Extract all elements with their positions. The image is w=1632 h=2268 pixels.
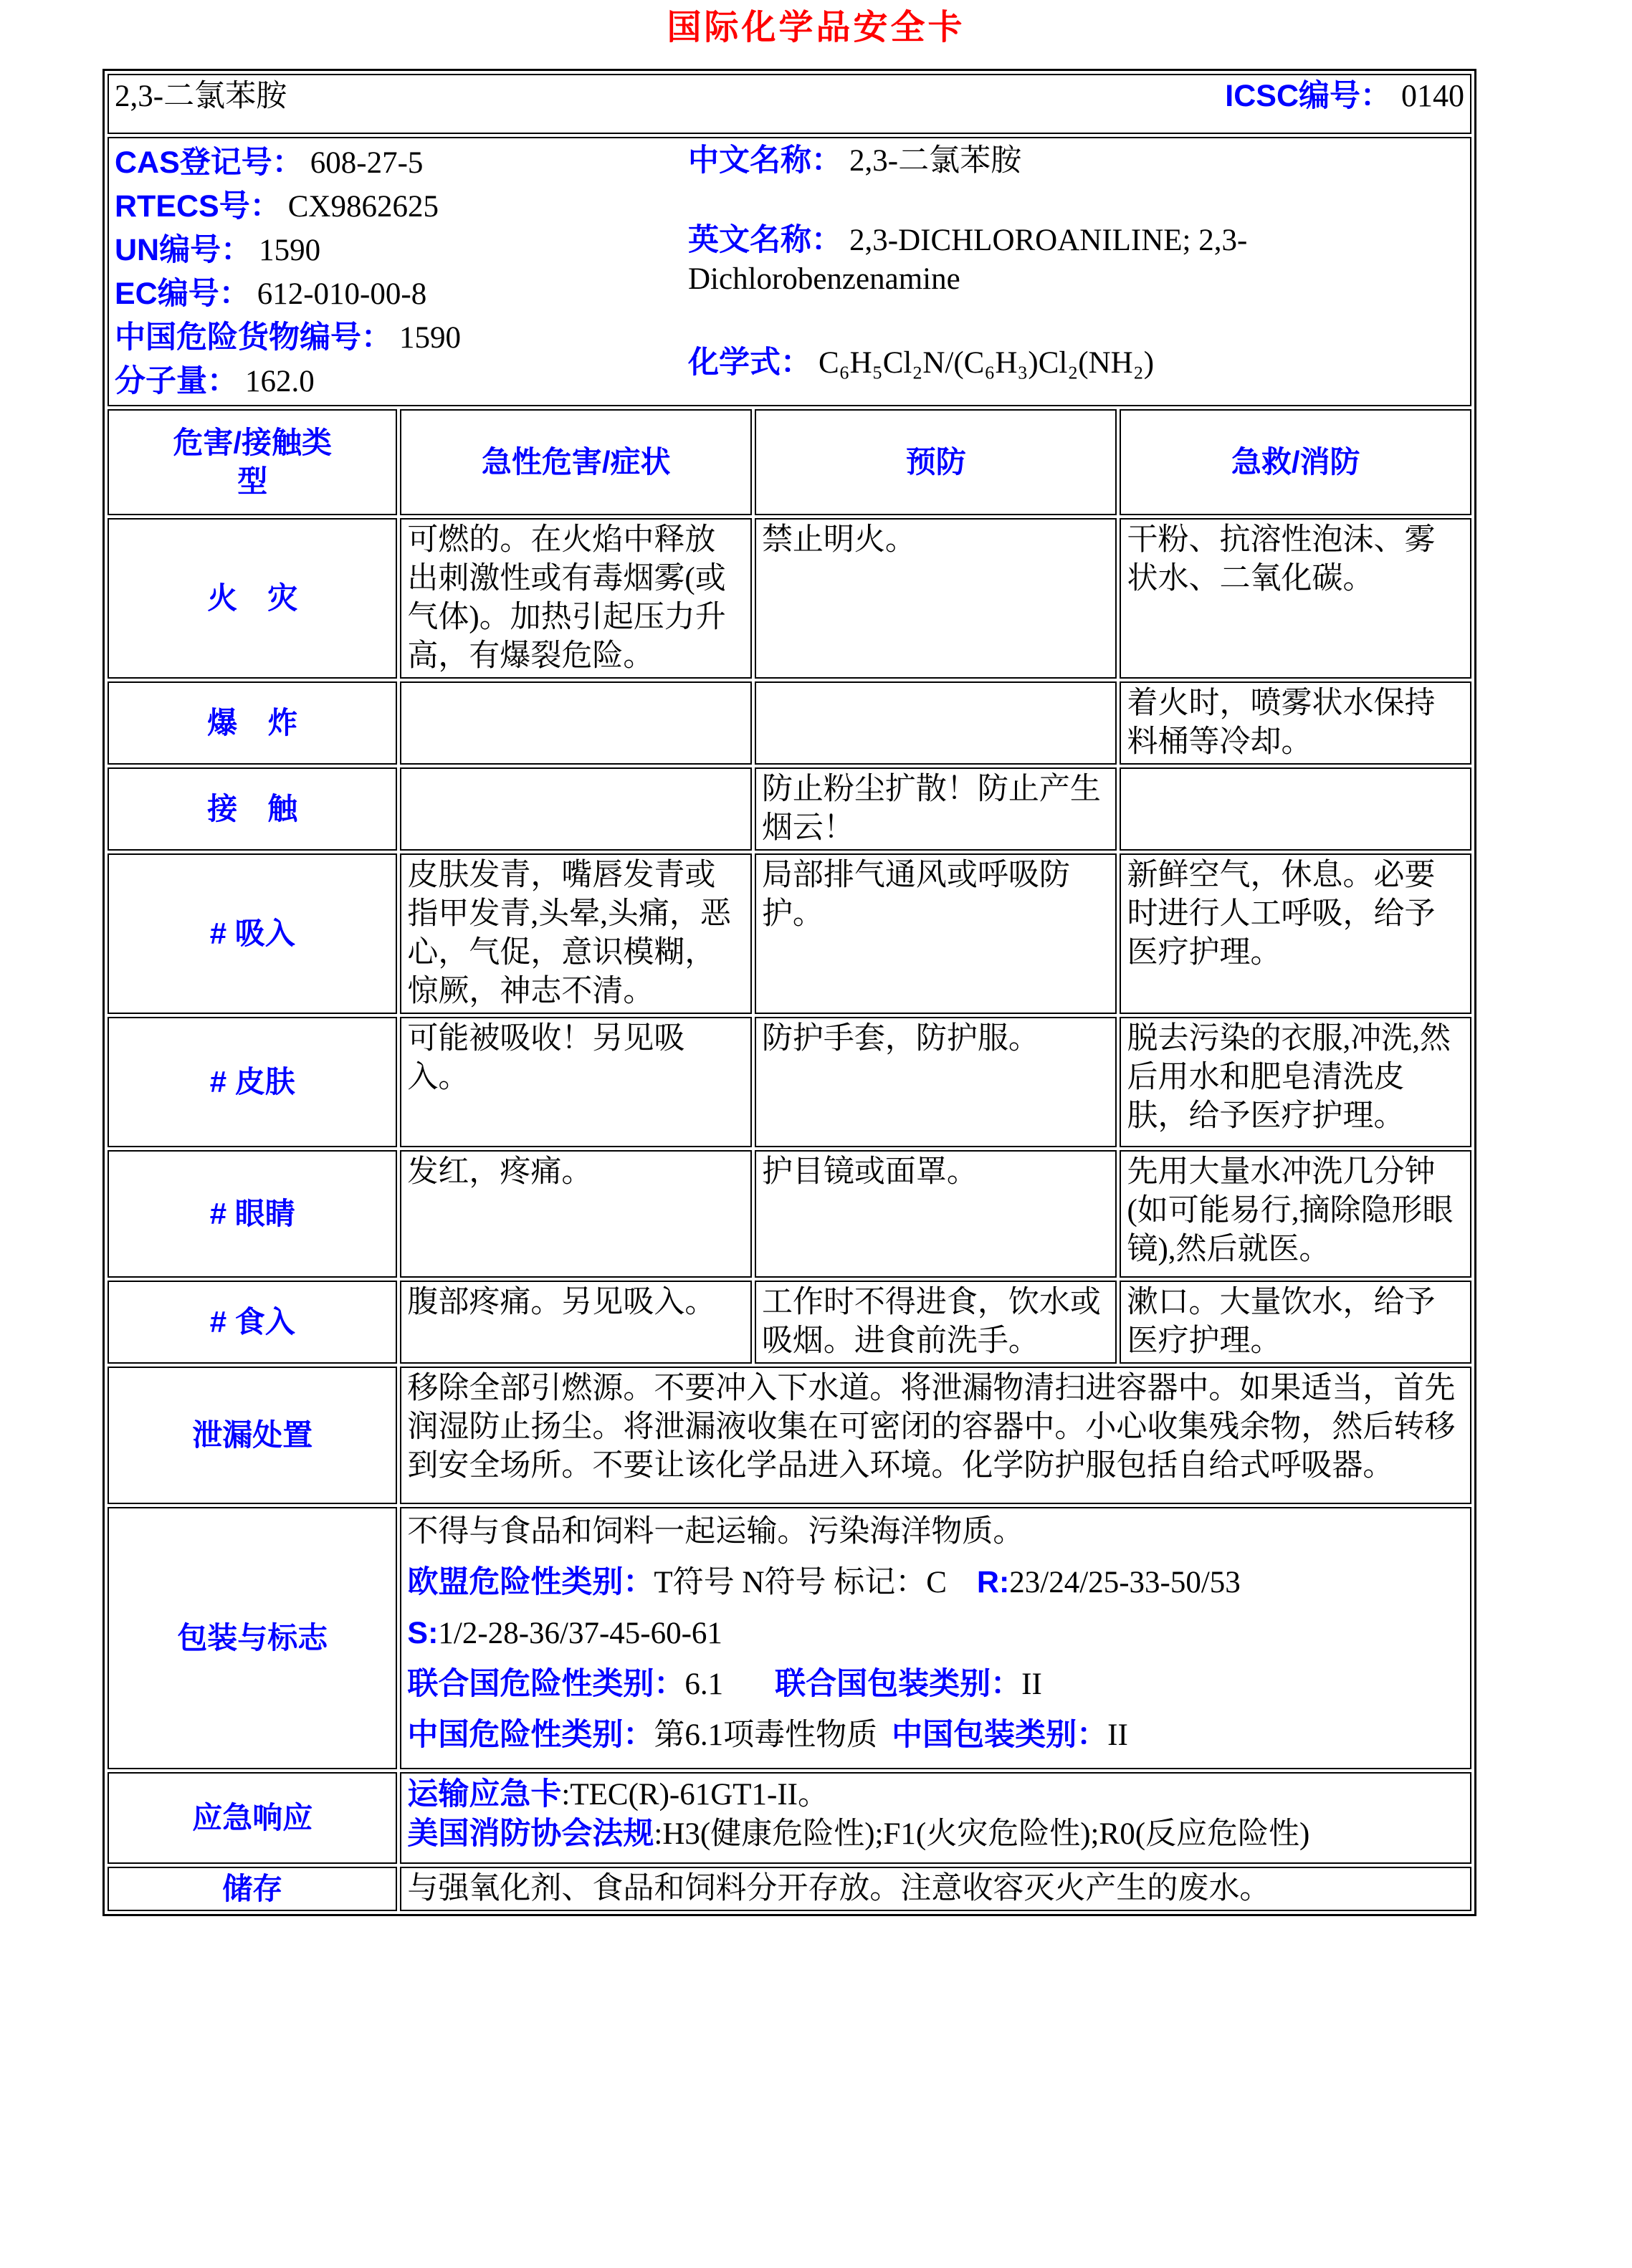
header-firstaid-firefighting: 急救/消防	[1120, 409, 1471, 515]
packaging-content	[400, 1507, 1471, 1769]
cas-label: CAS登记号：	[115, 145, 303, 180]
header-acute-symptoms: 急性危害/症状	[400, 409, 752, 515]
molecular-weight-line	[115, 360, 688, 403]
cn-hazard-class-value: 第6.1项毒性物质	[654, 1718, 878, 1752]
molecular-weight-label: 分子量：	[115, 364, 238, 398]
skin-prevention: 防护手套，防护服。	[755, 1017, 1117, 1147]
eyes-response: 先用大量水冲洗几分钟(如可能易行,摘除隐形眼镜),然后就医。	[1120, 1150, 1471, 1278]
exposure-response	[1120, 767, 1471, 851]
rtecs-number-line	[115, 185, 688, 229]
cn-hazard-class-label: 中国危险性类别：	[407, 1718, 654, 1752]
section-label-storage: 储存	[108, 1867, 397, 1911]
inhalation-response: 新鲜空气，休息。必要时进行人工呼吸，给予医疗护理。	[1120, 853, 1471, 1014]
cas-value: 608-27-5	[310, 146, 424, 180]
nfpa-code-line	[407, 1814, 1464, 1854]
un-number-line	[115, 229, 688, 272]
english-name-label: 英文名称：	[688, 223, 842, 257]
un-value: 1590	[259, 234, 321, 267]
eyes-symptoms: 发红，疼痛。	[400, 1150, 752, 1278]
hazard-type-inhalation: # 吸入	[108, 853, 397, 1014]
identity-cell	[108, 137, 1471, 406]
nfpa-code-label: 美国消防协会法规	[407, 1817, 654, 1851]
eyes-prevention: 护目镜或面罩。	[755, 1150, 1117, 1278]
header-hazard-type: 危害/接触类型	[108, 409, 397, 515]
icsc-number	[1225, 77, 1464, 116]
header-prevention: 预防	[755, 409, 1117, 515]
ec-value: 612-010-00-8	[257, 277, 427, 311]
hazard-type-explosion: 爆 炸	[108, 681, 397, 765]
skin-symptoms: 可能被吸收！另见吸入。	[400, 1017, 752, 1147]
chemical-formula-label: 化学式：	[688, 345, 811, 380]
fire-symptoms: 可燃的。在火焰中释放出刺激性或有毒烟雾(或气体)。加热引起压力升高，有爆裂危险。	[400, 518, 752, 679]
r-phrases-value: 23/24/25-33-50/53	[1009, 1566, 1241, 1599]
storage-content: 与强氧化剂、食品和饲料分开存放。注意收容灭火产生的废水。	[400, 1867, 1471, 1911]
section-label-packaging: 包装与标志	[108, 1507, 397, 1769]
ingestion-symptoms: 腹部疼痛。另见吸入。	[400, 1281, 752, 1364]
chinese-name-label: 中文名称：	[688, 143, 842, 178]
chinese-name-value: 2,3-二氯苯胺	[849, 144, 1022, 178]
rtecs-label: RTECS号：	[115, 189, 281, 224]
icsc-number-label: ICSC编号：	[1225, 79, 1391, 113]
ingestion-prevention: 工作时不得进食，饮水或吸烟。进食前洗手。	[755, 1281, 1117, 1364]
hazard-type-exposure: 接 触	[108, 767, 397, 851]
hazard-type-eyes: # 眼睛	[108, 1150, 397, 1278]
cn-class-line	[407, 1716, 1464, 1755]
skin-response: 脱去污染的衣服,冲洗,然后用水和肥皂清洗皮肤，给予医疗护理。	[1120, 1017, 1471, 1147]
un-label: UN编号：	[115, 233, 252, 267]
eu-hazard-class-line	[407, 1563, 1464, 1602]
cas-number-line	[115, 141, 688, 185]
hazard-type-fire: 火 灾	[108, 518, 397, 679]
exposure-prevention: 防止粉尘扩散！防止产生烟云！	[755, 767, 1117, 851]
hazard-type-skin: # 皮肤	[108, 1017, 397, 1147]
cn-pack-group-label: 中国包装类别：	[892, 1718, 1108, 1752]
ingestion-response: 漱口。大量饮水，给予医疗护理。	[1120, 1281, 1471, 1364]
registry-numbers	[115, 140, 688, 403]
hazard-type-ingestion: # 食入	[108, 1281, 397, 1364]
s-phrases-line	[407, 1614, 1464, 1653]
explosion-symptoms	[400, 681, 752, 765]
cn-pack-group-value: II	[1107, 1718, 1128, 1752]
un-hazard-class-label: 联合国危险性类别：	[407, 1667, 685, 1701]
eu-hazard-class-label: 欧盟危险性类别：	[407, 1565, 654, 1599]
fire-prevention: 禁止明火。	[755, 518, 1117, 679]
explosion-response: 着火时，喷雾状水保持料桶等冷却。	[1120, 681, 1471, 765]
transport-note: 不得与食品和饲料一起运输。污染海洋物质。	[407, 1515, 1024, 1549]
chemical-formula-value: C₆H₅Cl₂N/(C₆H₃)Cl₂(NH₂)	[819, 346, 1155, 380]
s-phrases-label: S:	[407, 1616, 439, 1650]
s-phrases-value: 1/2-28-36/37-45-60-61	[438, 1617, 722, 1650]
chemical-name: 2,3-二氯苯胺	[115, 80, 287, 113]
eu-hazard-class-value: T符号 N符号 标记：C	[654, 1566, 947, 1599]
english-name-line	[688, 221, 1419, 299]
tec-card-value: :TEC(R)-61GT1-II。	[561, 1778, 829, 1812]
english-name-value: 2,3-DICHLOROANILINE; 2,3-Dichlorobenzenamine	[688, 224, 1248, 296]
ec-number-line	[115, 272, 688, 316]
chinese-name-line	[688, 141, 1464, 181]
r-phrases-label: R:	[976, 1565, 1010, 1599]
page-title: 国际化学品安全卡	[667, 9, 965, 47]
un-pack-group-label: 联合国包装类别：	[775, 1667, 1022, 1701]
fire-response: 干粉、抗溶性泡沫、雾状水、二氧化碳。	[1120, 518, 1471, 679]
emergency-content	[400, 1772, 1471, 1864]
un-hazard-class-value: 6.1	[684, 1667, 724, 1701]
rtecs-value: CX9862625	[287, 190, 439, 224]
nfpa-code-value: :H3(健康危险性);F1(火灾危险性);R0(反应危险性)	[654, 1817, 1310, 1851]
china-dg-value: 1590	[399, 321, 461, 355]
inhalation-prevention: 局部排气通风或呼吸防护。	[755, 853, 1117, 1014]
tec-card-line	[407, 1775, 1464, 1814]
inhalation-symptoms: 皮肤发青，嘴唇发青或指甲发青,头晕,头痛，恶心，气促，意识模糊，惊厥，神志不清。	[400, 853, 752, 1014]
china-dg-number-line	[115, 316, 688, 360]
exposure-symptoms	[400, 767, 752, 851]
ec-label: EC编号：	[115, 277, 250, 311]
icsc-card-table	[102, 69, 1476, 1916]
icsc-number-value: 0140	[1401, 78, 1464, 113]
spillage-content: 移除全部引燃源。不要冲入下水道。将泄漏物清扫进容器中。如果适当，首先润湿防止扬尘。将泄漏液收集在可密闭的容器中。小心收集残余物，然后转移到安全场所。不要让该化学品进入环境。化学防护服包括自给式呼吸器。	[400, 1367, 1471, 1504]
chemical-formula-line	[688, 343, 1464, 383]
section-label-emergency: 应急响应	[108, 1772, 397, 1864]
un-class-line	[407, 1665, 1464, 1704]
section-label-spillage: 泄漏处置	[108, 1367, 397, 1504]
tec-card-label: 运输应急卡	[407, 1777, 562, 1812]
chemical-names	[688, 140, 1464, 403]
un-pack-group-value: II	[1021, 1667, 1042, 1701]
molecular-weight-value: 162.0	[245, 365, 315, 398]
chemical-header-cell	[108, 74, 1471, 134]
explosion-prevention	[755, 681, 1117, 765]
china-dg-label: 中国危险货物编号：	[115, 320, 392, 355]
